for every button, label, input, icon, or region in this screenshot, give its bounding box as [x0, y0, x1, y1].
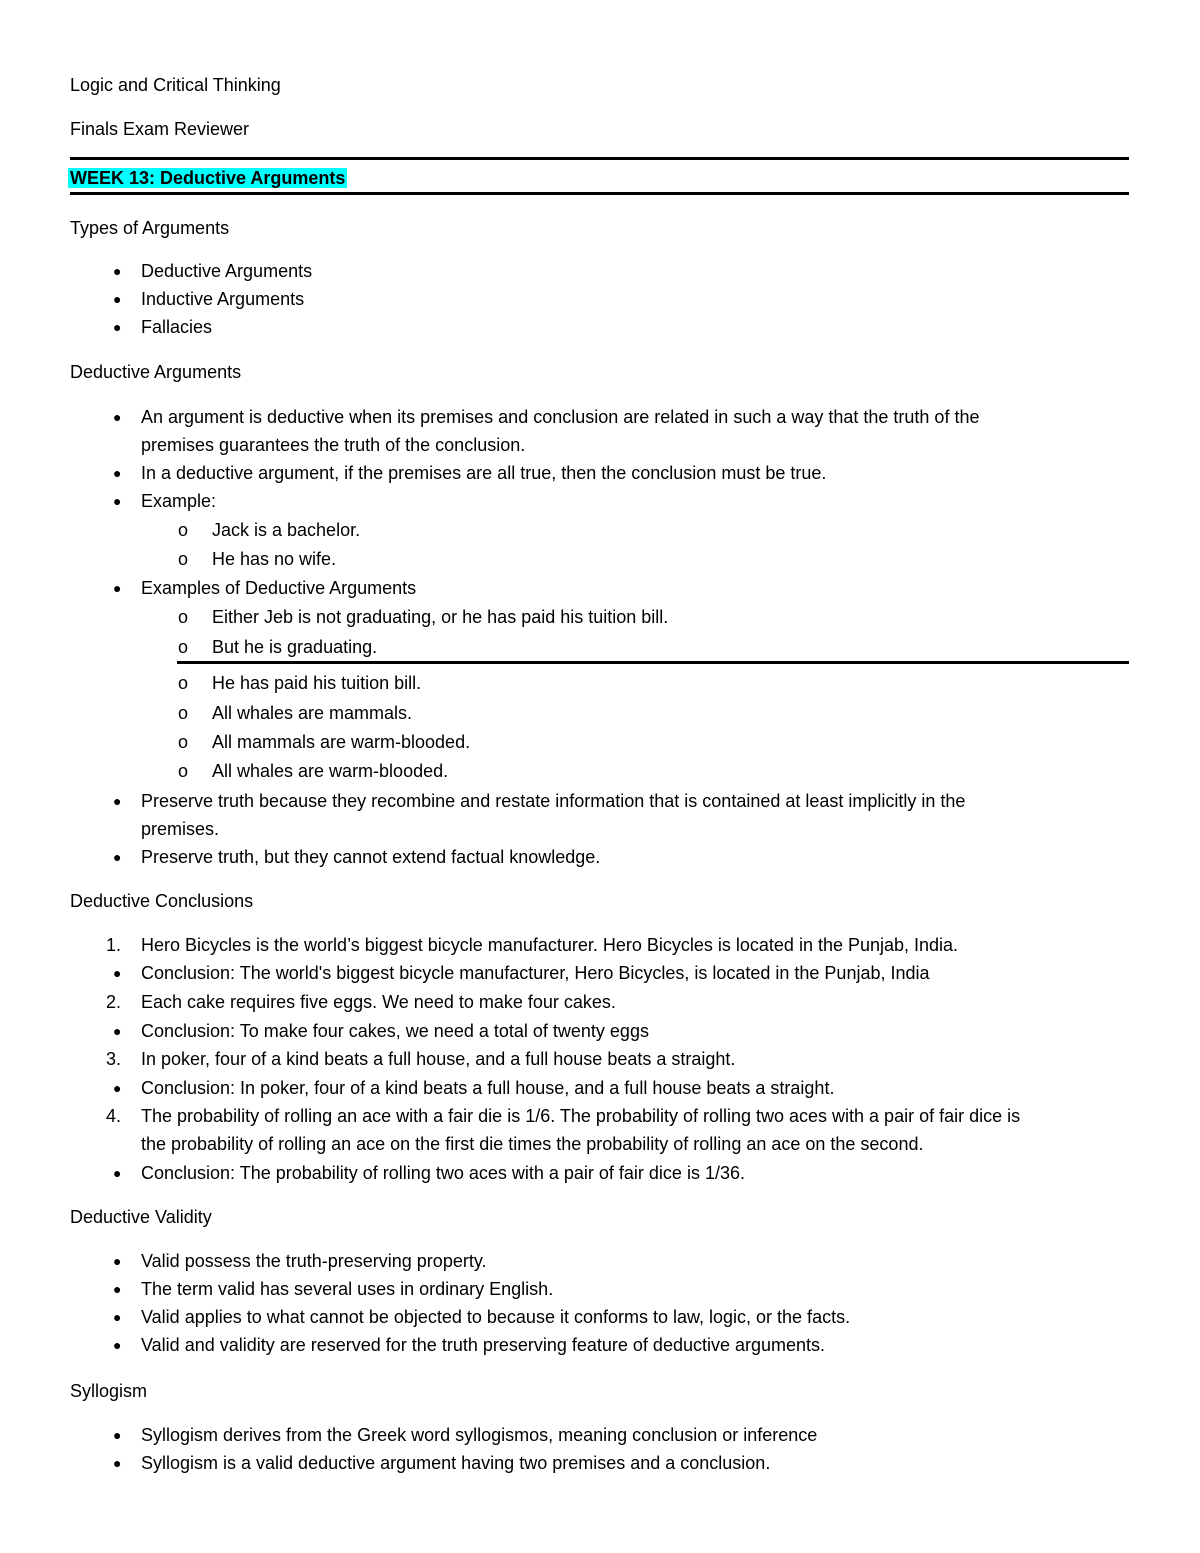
bullet-icon: ●: [113, 1165, 122, 1181]
list-item: Deductive Arguments: [141, 261, 313, 281]
bullet-icon: ●: [113, 1427, 122, 1443]
list-number: 2.: [106, 992, 122, 1012]
bullet-icon: ●: [113, 1253, 122, 1269]
bullet-icon: ●: [113, 793, 122, 809]
syllogism-heading: Syllogism: [70, 1381, 148, 1401]
sub-bullet-icon: o: [178, 637, 189, 657]
heading-bottom-rule: [70, 192, 1129, 195]
bullet-icon: ●: [113, 1455, 122, 1471]
numbered-item: Each cake requires five eggs. We need to make four cakes.: [141, 992, 616, 1012]
bullet-icon: ●: [113, 1080, 122, 1096]
list-item: Inductive Arguments: [141, 289, 305, 309]
bullet-icon: ●: [113, 291, 122, 307]
week-heading: [68, 167, 347, 189]
deductive-arguments-heading: Deductive Arguments: [70, 362, 242, 382]
conclusion-item: Conclusion: The probability of rolling two aces with a pair of fair dice is 1/36.: [141, 1163, 745, 1183]
list-item: Example:: [141, 491, 217, 511]
sub-bullet-icon: o: [178, 673, 189, 693]
bullet-icon: ●: [113, 409, 122, 425]
deductive-validity-heading: Deductive Validity: [70, 1207, 212, 1227]
list-item: In a deductive argument, if the premises are all true, then the conclusion must be true.: [141, 463, 827, 483]
conclusion-item: Conclusion: The world's biggest bicycle manufacturer, Hero Bicycles, is located in the Punjab, India: [141, 963, 930, 983]
list-item: Preserve truth, but they cannot extend factual knowledge.: [141, 847, 601, 867]
bullet-icon: ●: [113, 1309, 122, 1325]
sub-list-item: But he is graduating.: [212, 637, 378, 657]
list-item: Valid applies to what cannot be objected to because it conforms to law, logic, or the facts.: [141, 1307, 851, 1327]
bullet-icon: ●: [113, 1337, 122, 1353]
sub-list-item: Jack is a bachelor.: [212, 520, 361, 540]
list-item-continuation: premises.: [141, 819, 220, 839]
numbered-item: The probability of rolling an ace with a fair die is 1/6. The probability of rolling two aces with a pair of fair dice is: [141, 1106, 1021, 1126]
doc-subtitle: Finals Exam Reviewer: [70, 119, 250, 139]
list-item: Valid possess the truth-preserving property.: [141, 1251, 487, 1271]
sub-list-item: He has no wife.: [212, 549, 337, 569]
conclusion-item: Conclusion: To make four cakes, we need a total of twenty eggs: [141, 1021, 649, 1041]
bullet-icon: ●: [113, 319, 122, 335]
sub-bullet-icon: o: [178, 520, 189, 540]
course-title: Logic and Critical Thinking: [70, 75, 281, 95]
list-number: 1.: [106, 935, 122, 955]
list-item: Examples of Deductive Arguments: [141, 578, 417, 598]
list-number: 3.: [106, 1049, 122, 1069]
sub-bullet-icon: o: [178, 703, 189, 723]
types-heading: Types of Arguments: [70, 218, 230, 238]
list-item: Valid and validity are reserved for the truth preserving feature of deductive arguments.: [141, 1335, 826, 1355]
numbered-item: In poker, four of a kind beats a full house, and a full house beats a straight.: [141, 1049, 736, 1069]
week-heading-text: WEEK 13: Deductive Arguments: [70, 168, 346, 188]
deductive-conclusions-heading: Deductive Conclusions: [70, 891, 254, 911]
sub-list-item: Either Jeb is not graduating, or he has paid his tuition bill.: [212, 607, 669, 627]
list-item-continuation: premises guarantees the truth of the conclusion.: [141, 435, 526, 455]
list-item: An argument is deductive when its premises and conclusion are related in such a way that the truth of the: [141, 407, 980, 427]
list-item: Syllogism is a valid deductive argument having two premises and a conclusion.: [141, 1453, 771, 1473]
conclusion-divider-rule: [177, 661, 1129, 664]
sub-list-item: All mammals are warm-blooded.: [212, 732, 471, 752]
list-item: The term valid has several uses in ordinary English.: [141, 1279, 554, 1299]
sub-list-item: All whales are mammals.: [212, 703, 413, 723]
sub-bullet-icon: o: [178, 761, 189, 781]
bullet-icon: ●: [113, 493, 122, 509]
bullet-icon: ●: [113, 965, 122, 981]
bullet-icon: ●: [113, 465, 122, 481]
list-item: Fallacies: [141, 317, 213, 337]
bullet-icon: ●: [113, 263, 122, 279]
sub-list-item: All whales are warm-blooded.: [212, 761, 449, 781]
list-item: Preserve truth because they recombine and restate information that is contained at least implicitly in the: [141, 791, 966, 811]
list-item: Syllogism derives from the Greek word syllogismos, meaning conclusion or inference: [141, 1425, 818, 1445]
bullet-icon: ●: [113, 1023, 122, 1039]
sub-list-item: He has paid his tuition bill.: [212, 673, 422, 693]
bullet-icon: ●: [113, 849, 122, 865]
bullet-icon: ●: [113, 1281, 122, 1297]
numbered-item: Hero Bicycles is the world’s biggest bicycle manufacturer. Hero Bicycles is located in the Punjab, India.: [141, 935, 959, 955]
sub-bullet-icon: o: [178, 549, 189, 569]
sub-bullet-icon: o: [178, 607, 189, 627]
list-number: 4.: [106, 1106, 122, 1126]
bullet-icon: ●: [113, 580, 122, 596]
numbered-item-continuation: the probability of rolling an ace on the first die times the probability of rolling an ace on the second.: [141, 1134, 924, 1154]
heading-top-rule: [70, 157, 1129, 160]
conclusion-item: Conclusion: In poker, four of a kind beats a full house, and a full house beats a straight.: [141, 1078, 835, 1098]
sub-bullet-icon: o: [178, 732, 189, 752]
